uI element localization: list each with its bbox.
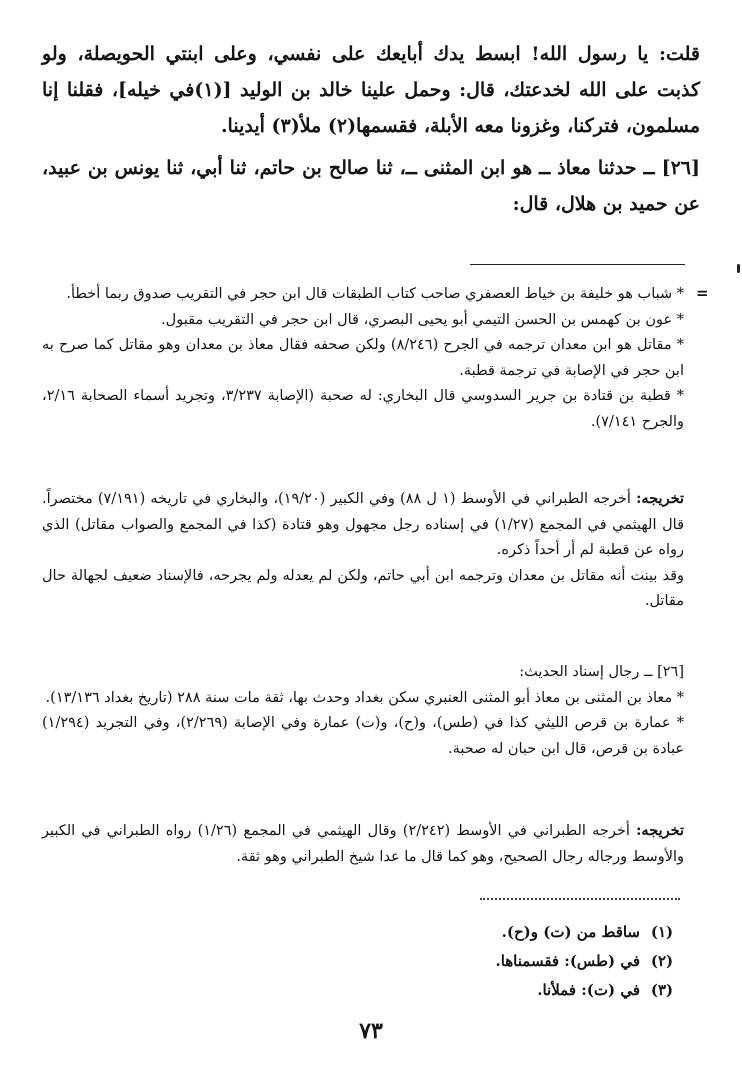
narrator-note: * عمارة بن قرص الليثي كذا في (طس)، و(ح)، و(ت) عمارة وفي الإصابة (٢/٢٦٩)، وفي التجريد (١/٢٩٤) عبادة بن قرص، قال ابن حبان له صحبة. bbox=[42, 715, 684, 757]
margin-equals-mark: = bbox=[696, 284, 709, 302]
main-text bbox=[42, 36, 700, 222]
takhrij-paragraph bbox=[42, 818, 684, 870]
takhrij-block-2 bbox=[42, 818, 684, 870]
narrator-notes-1 bbox=[42, 282, 684, 435]
narrator-note: * عون بن كهمس بن الحسن التيمي أبو يحيى البصري، قال ابن حجر في التقريب مقبول. bbox=[161, 311, 684, 328]
takhrij-extra: وقد بينت أنه مقاتل بن معدان وترجمه ابن أبي حاتم، ولكن لم يعدله ولم يجرحه، فالإسناد ضعيف لجهالة حال مقاتل. bbox=[42, 567, 684, 609]
margin-edge-mark bbox=[737, 264, 740, 273]
takhrij-text: أخرجه الطبراني في الأوسط (٢/٢٤٢) وقال الهيثمي في المجمع (١/٢٦) رواه الطبراني في الكبير والأوسط ورجاله رجال الصحيح، وهو كما قال ما عدا شيخ الطبراني وهو ثقة. bbox=[42, 823, 684, 865]
narrator-note: * مقاتل هو ابن معدان ترجمه في الجرح (٨/٢٤٦) ولكن صحفه فقال معاذ بن معدان وهو مقاتل كما صرح به ابن حجر في الإصابة في ترجمة قطبة. bbox=[42, 337, 684, 379]
footnote-number: (٢) bbox=[650, 952, 674, 970]
main-paragraph-2: [٢٦] ــ حدثنا معاذ ــ هو ابن المثنى ــ، ثنا صالح بن حاتم، ثنا أبي، ثنا يونس بن عبيد، عن حميد بن هلال، قال: bbox=[42, 157, 700, 215]
footnote-separator bbox=[480, 898, 680, 900]
footnote bbox=[324, 947, 684, 976]
footnote-text: في (طس): فقسمناها. bbox=[495, 952, 640, 970]
narrator-note: * شباب هو خليفة بن خياط العصفري صاحب كتاب الطبقات قال ابن حجر في التقريب صدوق ربما أخطأ. bbox=[66, 286, 684, 302]
narrator-note: * معاذ بن المثنى بن معاذ أبو المثنى العنبري سكن بغداد وحدث بها، ثقة مات سنة ٢٨٨ (تاريخ بغداد ١٣/١٣٦). bbox=[45, 689, 684, 706]
main-paragraph-1: قلت: يا رسول الله! ابسط يدك أبايعك على نفسي، وعلى ابنتي الحويصلة، ولو كذبت على الله لخدعتك، قال: وحمل علينا خالد بن الوليد [(١)في خيله]، فقلنا إنا مسلمون، فتركنا، وغزونا معه الأبلة، فقسمها(٢) ملأ(٣) أيدينا. bbox=[42, 43, 700, 137]
footnote-number: (١) bbox=[650, 923, 674, 941]
footnotes bbox=[324, 918, 684, 1005]
footnote-number: (٣) bbox=[650, 981, 674, 999]
rijal-heading: [٢٦] ــ رجال إسناد الحديث: bbox=[519, 664, 684, 680]
narrator-note: * قطبة بن قتادة بن جرير السدوسي قال البخاري: له صحبة (الإصابة ٣/٢٣٧، وتجريد أسماء الصحابة ٢/١٦، والجرح ٧/١٤١). bbox=[42, 388, 684, 430]
footnote bbox=[324, 918, 684, 947]
separator-line bbox=[470, 264, 685, 265]
takhrij-text: أخرجه الطبراني في الأوسط (١ ل ٨٨) وفي الكبير (١٩/٢٠)، والبخاري في تاريخه (٧/١٩١) مختصراً. قال الهيثمي في المجمع (١/٢٧) في إسناده رجل مجهول وهو قتادة (كذا في المجمع والصواب مقاتل) الذي رواه عن قطبة لم أر أحداً ذكره. bbox=[42, 491, 685, 558]
takhrij-paragraph bbox=[42, 486, 684, 564]
page-number: ٧٣ bbox=[359, 1018, 383, 1044]
footnote-text: ساقط من (ت) و(ح). bbox=[501, 923, 640, 941]
takhrij-block-1 bbox=[42, 486, 684, 615]
takhrij-label: تخريجه: bbox=[636, 490, 684, 507]
narrator-notes-2 bbox=[42, 660, 684, 762]
footnote-text: في (ت): فملأنا. bbox=[537, 981, 640, 999]
footnote bbox=[324, 976, 684, 1005]
takhrij-label: تخريجه: bbox=[636, 822, 684, 839]
